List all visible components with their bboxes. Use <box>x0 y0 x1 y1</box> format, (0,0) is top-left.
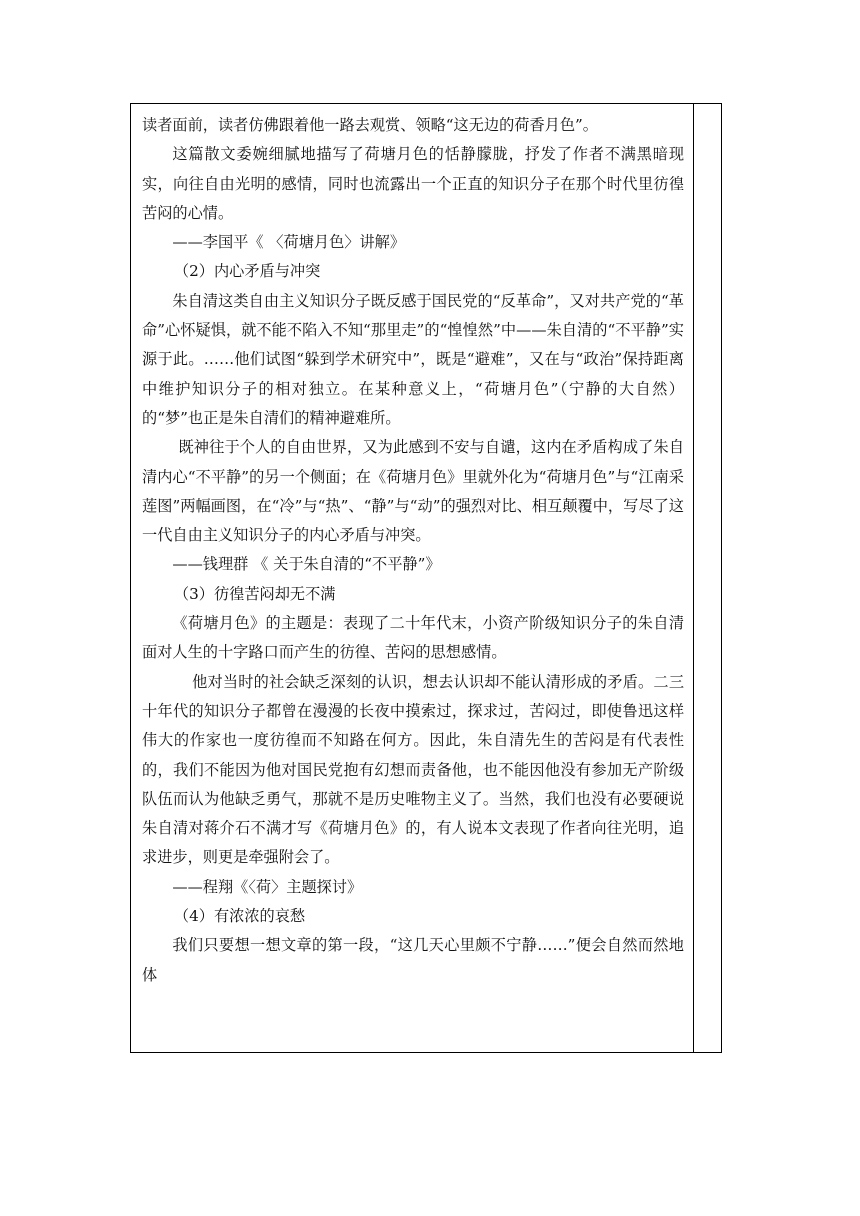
attribution-li-guoping: ——李国平《 〈荷塘月色〉讲解》 <box>172 233 406 252</box>
section-heading-3: （3）彷徨苦闷却无不满 <box>173 584 336 603</box>
section-heading-4: （4）有浓浓的哀愁 <box>173 907 306 926</box>
paragraph-continuation: 读者面前，读者仿佛跟着他一路去观赏、领略“这无边的荷香月色”。 <box>142 116 598 134</box>
text-cell <box>142 111 684 990</box>
paragraph-conflict-2: 既神往于个人的自由世界，又为此感到不安与自谴，这内在矛盾构成了朱自清内心“不平静”的另一个侧面；在《荷塘月色》里就外化为“荷塘月色”与“江南采莲图”两幅画图，在“冷”与“热”、“静”与“动”的强烈对比、相互颠覆中，写尽了这一代自由主义知识分子的内心矛盾与冲突。 <box>142 438 684 545</box>
attribution-cheng-xiang: ——程翔《〈荷〉主题探讨》 <box>172 877 363 896</box>
paragraph-summary: 这篇散文委婉细腻地描写了荷塘月色的恬静朦胧，抒发了作者不满黑暗现实，向往自由光明的感情，同时也流露出一个正直的知识分子在那个时代里彷徨苦闷的心情。 <box>142 145 684 222</box>
attribution-qian-liqun: ——钱理群 《 关于朱自清的“不平静”》 <box>172 555 441 574</box>
content-table <box>130 103 722 1053</box>
paragraph-sorrow: 我们只要想一想文章的第一段，“这几天心里颇不宁静……”便会自然而然地体 <box>142 936 684 984</box>
section-heading-2: （2）内心矛盾与冲突 <box>173 262 321 281</box>
table-column-divider <box>693 104 694 1052</box>
paragraph-conflict-1: 朱自清这类自由主义知识分子既反感于国民党的“反革命”，又对共产党的“革命”心怀疑惧，就不能不陷入不知“那里走”的“惶惶然”中——朱自清的“不平静”实源于此。……他们试图“躲到学术研究中”，既是“避难”，又在与“政治”保持距离中维护知识分子的相对独立。在某种意义上，“荷塘月色”（宁静的大自然）的“梦”也正是朱自清们的精神避难所。 <box>142 291 684 427</box>
paragraph-analysis: 他对当时的社会缺乏深刻的认识，想去认识却不能认清形成的矛盾。二三十年代的知识分子都曾在漫漫的长夜中摸索过，探求过，苦闷过，即使鲁迅这样伟大的作家也一度彷徨而不知路在何方。因此，朱自清先生的苦闷是有代表性的，我们不能因为他对国民党抱有幻想而责备他，也不能因他没有参加无产阶级队伍而认为他缺乏勇气，那就不是历史唯物主义了。当然，我们也没有必要硬说朱自清对蒋介石不满才写《荷塘月色》的，有人说本文表现了作者向往光明，追求进步，则更是牵强附会了。 <box>142 672 684 867</box>
paragraph-theme: 《荷塘月色》的主题是：表现了二十年代末，小资产阶级知识分子的朱自清面对人生的十字路口而产生的彷徨、苦闷的思想感情。 <box>142 614 684 662</box>
